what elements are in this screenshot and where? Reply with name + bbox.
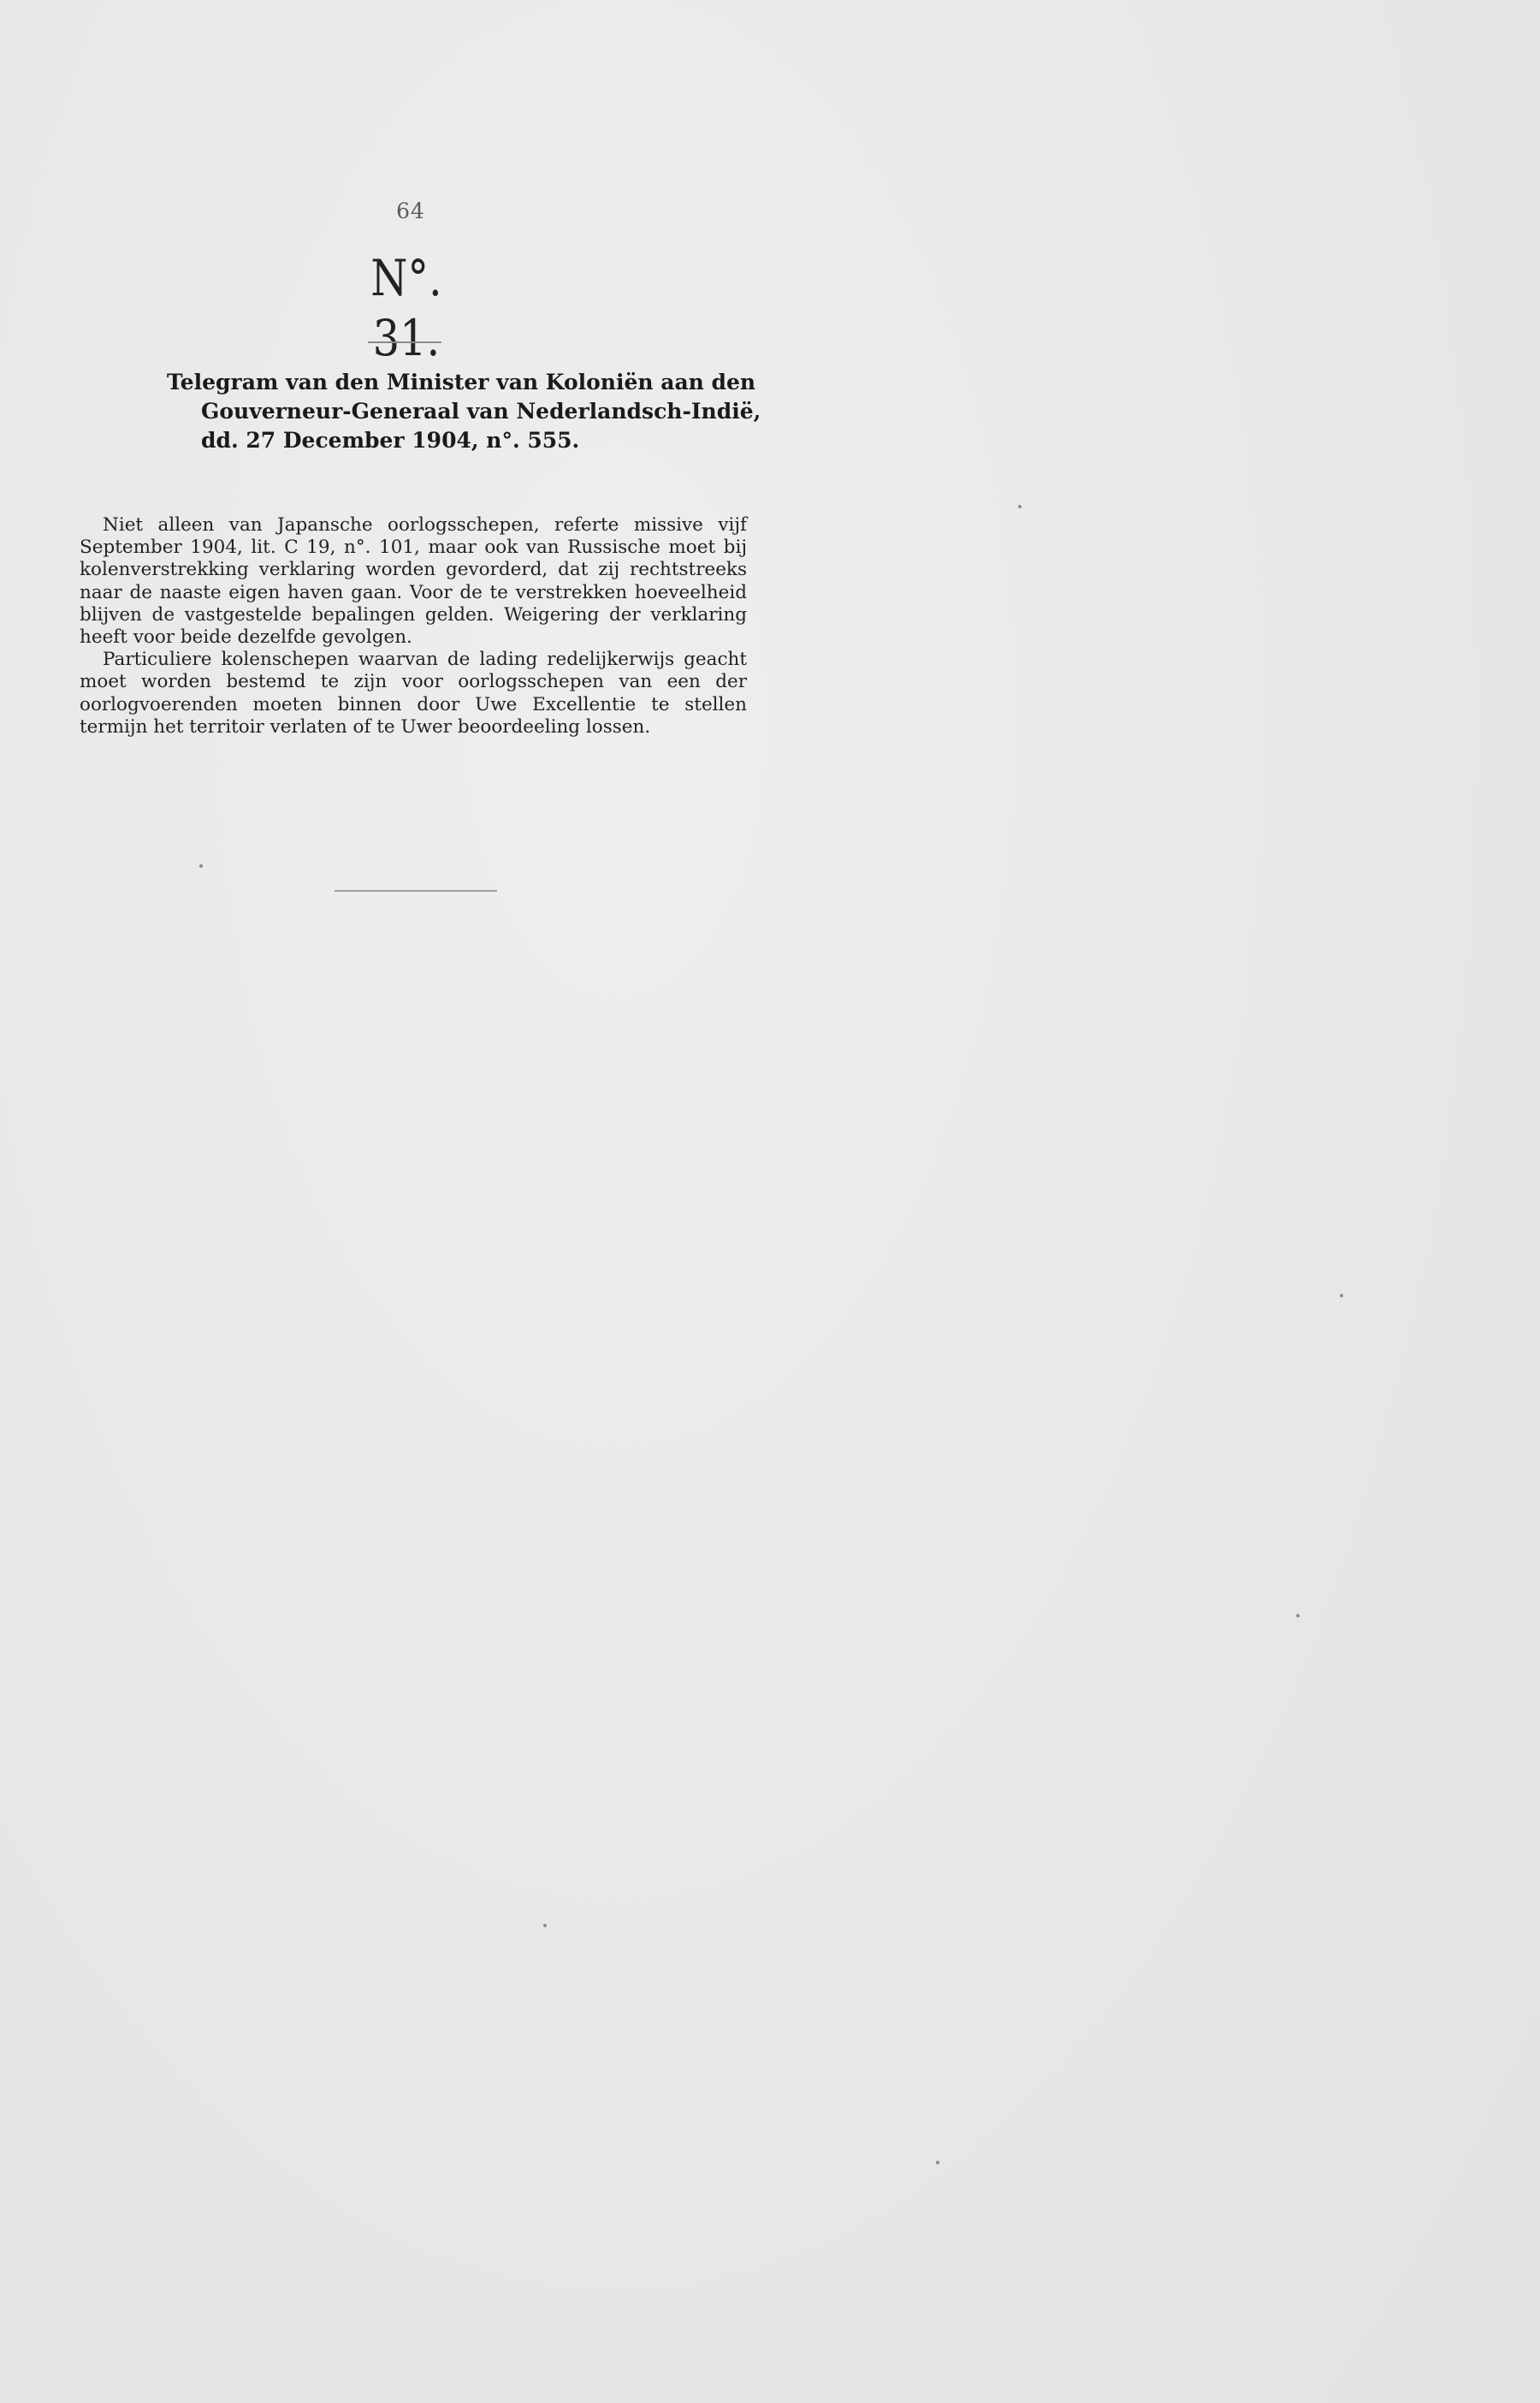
paper-speck [1340, 1294, 1343, 1297]
telegram-heading [163, 368, 761, 455]
paper-speck [199, 864, 203, 868]
paper-speck [1018, 505, 1022, 508]
heading-line-1: Telegram van den Minister van Koloniën aan den [167, 370, 756, 395]
paper-speck [1296, 1614, 1300, 1617]
telegram-body [80, 514, 747, 739]
heading-line-3: dd. 27 December 1904, n°. 555. [201, 428, 580, 453]
divider-end [335, 890, 497, 892]
heading-line-2: Gouverneur-Generaal van Nederlandsch-Indië, [201, 399, 761, 424]
divider-short [368, 341, 441, 343]
paper-speck [936, 2161, 939, 2164]
paper-speck [543, 1924, 547, 1927]
document-number: N°. 31. [370, 249, 442, 367]
body-paragraph-2: Particuliere kolenschepen waarvan de lading redelijkerwijs geacht moet worden bestemd te zijn voor oorlogsschepen van een der oorlogvoerenden moeten binnen door Uwe Excellentie te stellen termijn het territoir verlaten of te Uwer beoordeeling lossen. [80, 649, 747, 738]
page-number: 64 [396, 199, 425, 223]
body-paragraph-1: Niet alleen van Japansche oorlogsschepen, referte missive vijf September 1904, lit. C 19, n°. 101, maar ook van Russische moet bij kolenverstrekking verklaring worden gevorderd, dat zij rechtstreeks naar de naaste eigen haven gaan. Voor de te verstrekken hoeveelheid blijven de vastgestelde bepalingen gelden. Weigering der verklaring heeft voor beide dezelfde gevolgen. [80, 514, 747, 649]
